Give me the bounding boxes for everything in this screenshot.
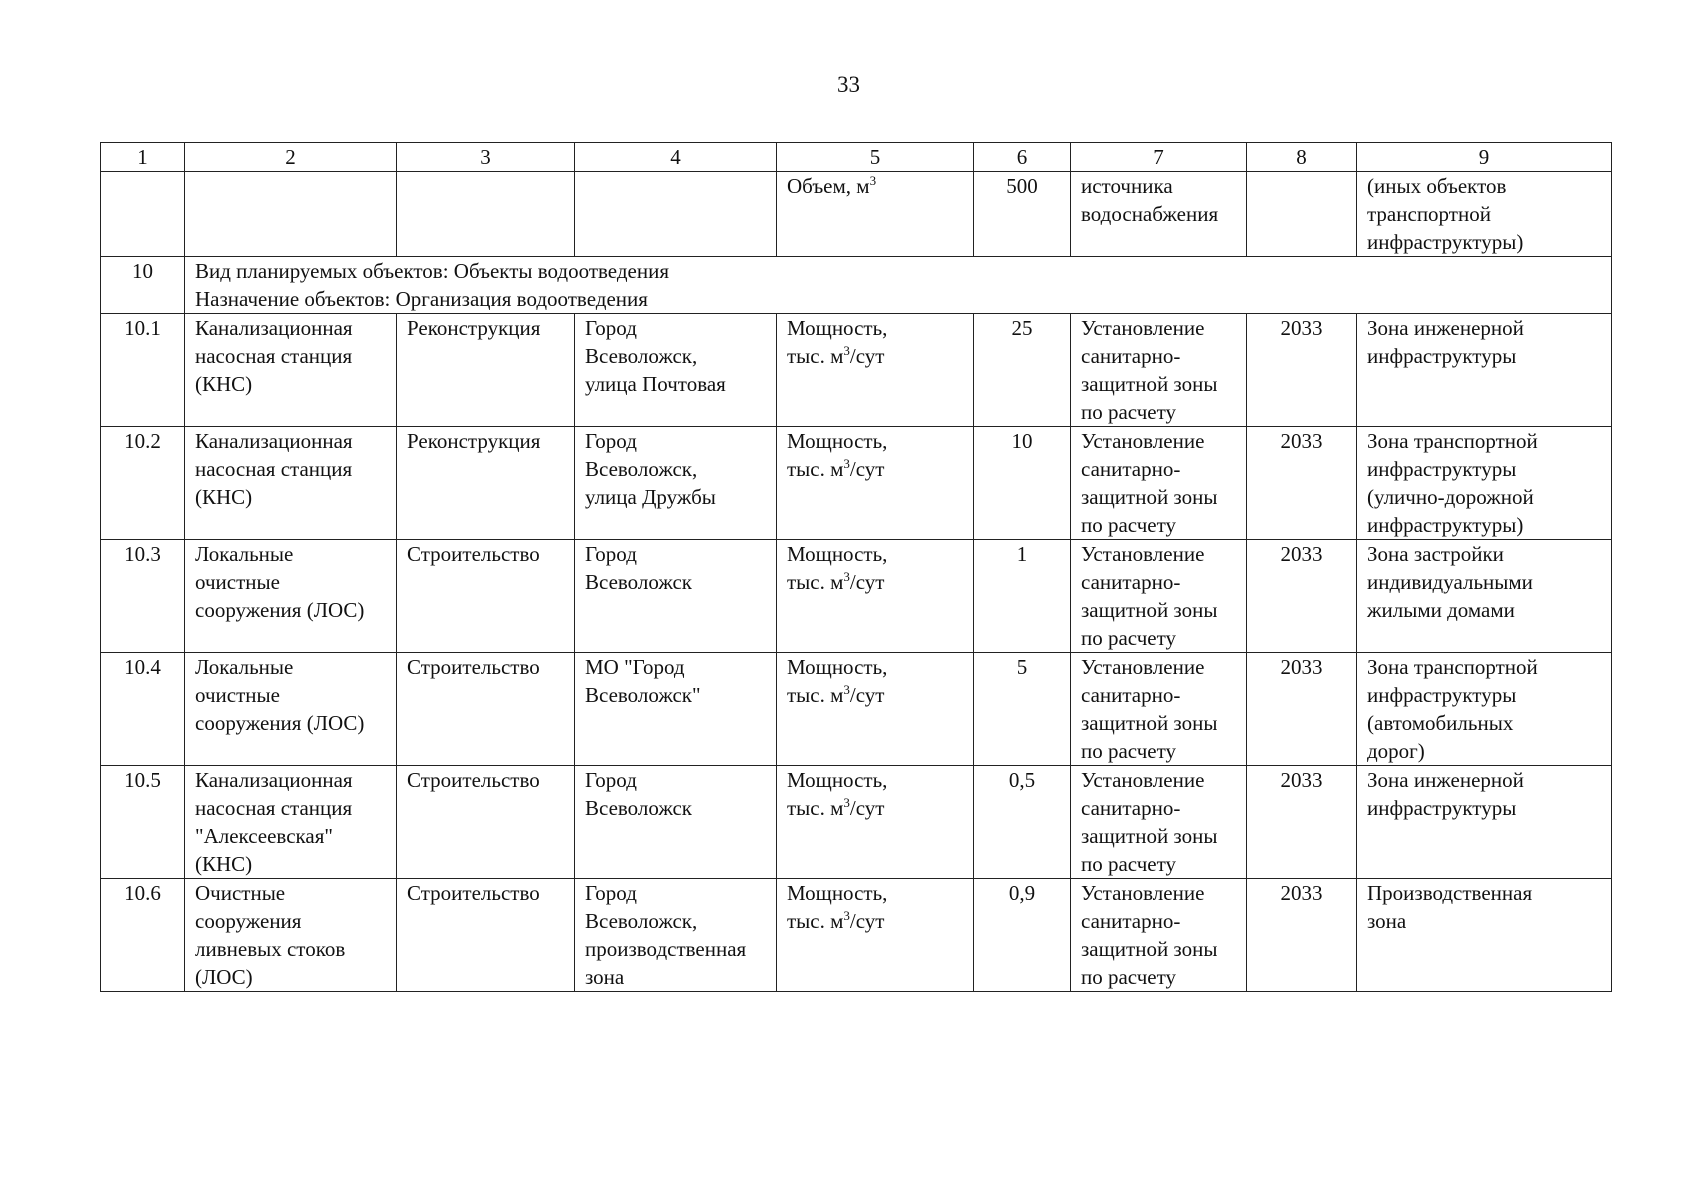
header-cell-8: 8 [1247, 143, 1357, 172]
section-title-cell [185, 257, 1612, 314]
object-name-cell [185, 314, 397, 427]
zone-line: по расчету [1081, 626, 1176, 650]
zone-line: санитарно- [1081, 683, 1181, 707]
purpose-line: инфраструктуры [1367, 457, 1517, 481]
purpose-cell [1357, 540, 1612, 653]
parameter-cell [777, 540, 974, 653]
cont-purpose-line: (иных объектов [1367, 174, 1507, 198]
purpose-cell [1357, 766, 1612, 879]
table-row [101, 314, 1612, 427]
unit-suffix: /сут [849, 796, 885, 820]
object-name-line: "Алексеевская" [195, 824, 333, 848]
parameter-cell [777, 653, 974, 766]
parameter-name: Мощность, [787, 655, 888, 679]
section-row [101, 257, 1612, 314]
zone-line: санитарно- [1081, 344, 1181, 368]
year-cell: 2033 [1247, 879, 1357, 992]
header-cell-5: 5 [777, 143, 974, 172]
parameter-unit [787, 681, 963, 709]
value-cell: 5 [974, 653, 1071, 766]
purpose-line: инфраструктуры [1367, 683, 1517, 707]
location-cell [575, 427, 777, 540]
unit-suffix: /сут [849, 344, 885, 368]
purpose-line: инфраструктуры [1367, 796, 1517, 820]
continuation-row [101, 172, 1612, 257]
row-number: 10.4 [101, 653, 185, 766]
year-cell: 2033 [1247, 653, 1357, 766]
table-row [101, 879, 1612, 992]
zone-cell [1071, 766, 1247, 879]
cont-zone-cell [1071, 172, 1247, 257]
purpose-line: (автомобильных [1367, 711, 1514, 735]
object-name-cell [185, 427, 397, 540]
location-line: производственная [585, 937, 747, 961]
unit-superscript: 3 [843, 456, 850, 471]
work-type-cell: Реконструкция [397, 314, 575, 427]
cont-cell-1 [101, 172, 185, 257]
table-row [101, 653, 1612, 766]
object-name-line: Канализационная [195, 768, 353, 792]
unit-suffix: /сут [849, 457, 885, 481]
zone-line: Установление [1081, 542, 1205, 566]
object-name-cell [185, 540, 397, 653]
object-name-line: ливневых стоков [195, 937, 346, 961]
parameter-name: Мощность, [787, 542, 888, 566]
object-name-line: насосная станция [195, 796, 353, 820]
zone-line: защитной зоны [1081, 937, 1218, 961]
row-number: 10.3 [101, 540, 185, 653]
parameter-unit [787, 568, 963, 596]
header-cell-9: 9 [1357, 143, 1612, 172]
year-cell: 2033 [1247, 314, 1357, 427]
cont-zone-line: источника [1081, 174, 1173, 198]
location-line: зона [585, 965, 625, 989]
location-cell [575, 540, 777, 653]
location-line: улица Дружбы [585, 485, 716, 509]
parameter-cell [777, 314, 974, 427]
cont-param-cell [777, 172, 974, 257]
year-cell: 2033 [1247, 540, 1357, 653]
purpose-cell [1357, 314, 1612, 427]
location-line: Город [585, 768, 637, 792]
location-line: Всеволожск" [585, 683, 701, 707]
year-cell: 2033 [1247, 766, 1357, 879]
purpose-line: Зона застройки [1367, 542, 1504, 566]
work-type-cell: Реконструкция [397, 427, 575, 540]
unit-superscript: 3 [843, 682, 850, 697]
unit-prefix: тыс. м [787, 344, 844, 368]
zone-line: защитной зоны [1081, 598, 1218, 622]
purpose-line: инфраструктуры) [1367, 513, 1524, 537]
work-type-cell: Строительство [397, 766, 575, 879]
unit-prefix: тыс. м [787, 457, 844, 481]
zone-line: защитной зоны [1081, 824, 1218, 848]
zone-line: Установление [1081, 316, 1205, 340]
cont-purpose-cell [1357, 172, 1612, 257]
parameter-name: Мощность, [787, 768, 888, 792]
zone-line: защитной зоны [1081, 485, 1218, 509]
parameter-cell [777, 879, 974, 992]
parameter-unit [787, 342, 963, 370]
object-name-line: (КНС) [195, 485, 253, 509]
purpose-line: индивидуальными [1367, 570, 1533, 594]
object-name-cell [185, 766, 397, 879]
zone-line: Установление [1081, 768, 1205, 792]
value-cell: 1 [974, 540, 1071, 653]
parameter-cell [777, 766, 974, 879]
header-row [101, 143, 1612, 172]
header-cell-2: 2 [185, 143, 397, 172]
zone-line: санитарно- [1081, 457, 1181, 481]
cont-zone-line: водоснабжения [1081, 202, 1219, 226]
unit-superscript: 3 [843, 908, 850, 923]
header-cell-4: 4 [575, 143, 777, 172]
parameter-name: Мощность, [787, 881, 888, 905]
purpose-line: Зона транспортной [1367, 429, 1538, 453]
value-cell: 0,5 [974, 766, 1071, 879]
zone-cell [1071, 653, 1247, 766]
object-name-line: Канализационная [195, 316, 353, 340]
zone-line: Установление [1081, 881, 1205, 905]
object-name-line: Локальные [195, 655, 294, 679]
cont-param-sup: 3 [869, 173, 877, 188]
purpose-line: Производственная [1367, 881, 1533, 905]
zone-line: по расчету [1081, 965, 1176, 989]
section-number: 10 [101, 257, 185, 314]
location-line: Город [585, 881, 637, 905]
purpose-line: Зона инженерной [1367, 768, 1524, 792]
unit-suffix: /сут [849, 570, 885, 594]
parameter-name: Мощность, [787, 429, 888, 453]
header-cell-6: 6 [974, 143, 1071, 172]
purpose-line: инфраструктуры [1367, 344, 1517, 368]
header-cell-7: 7 [1071, 143, 1247, 172]
location-cell [575, 653, 777, 766]
zone-line: по расчету [1081, 739, 1176, 763]
object-name-line: Очистные [195, 881, 286, 905]
work-type-cell: Строительство [397, 540, 575, 653]
object-name-cell [185, 879, 397, 992]
header-cell-1: 1 [101, 143, 185, 172]
object-name-line: (КНС) [195, 372, 253, 396]
location-cell [575, 314, 777, 427]
unit-superscript: 3 [843, 569, 850, 584]
value-cell: 0,9 [974, 879, 1071, 992]
table-row [101, 540, 1612, 653]
location-line: улица Почтовая [585, 372, 726, 396]
location-cell [575, 766, 777, 879]
purpose-line: жилыми домами [1367, 598, 1515, 622]
zone-line: по расчету [1081, 400, 1176, 424]
object-name-line: (КНС) [195, 852, 253, 876]
parameter-unit [787, 907, 963, 935]
location-line: Всеволожск [585, 570, 693, 594]
unit-prefix: тыс. м [787, 909, 844, 933]
zone-line: защитной зоны [1081, 711, 1218, 735]
location-line: Город [585, 429, 637, 453]
purpose-cell [1357, 653, 1612, 766]
cont-purpose-line: транспортной [1367, 202, 1491, 226]
purpose-line: Зона транспортной [1367, 655, 1538, 679]
object-name-line: очистные [195, 570, 280, 594]
object-name-line: (ЛОС) [195, 965, 253, 989]
purpose-cell [1357, 879, 1612, 992]
work-type-cell: Строительство [397, 653, 575, 766]
parameter-cell [777, 427, 974, 540]
unit-superscript: 3 [843, 343, 850, 358]
cont-cell-4 [575, 172, 777, 257]
unit-superscript: 3 [843, 795, 850, 810]
zone-line: Установление [1081, 655, 1205, 679]
purpose-line: дорог) [1367, 739, 1425, 763]
zone-line: Установление [1081, 429, 1205, 453]
table-row [101, 766, 1612, 879]
parameter-unit [787, 794, 963, 822]
object-name-line: очистные [195, 683, 280, 707]
purpose-cell [1357, 427, 1612, 540]
cont-param-text: Объем, м [787, 174, 870, 198]
section-kind-line: Вид планируемых объектов: Объекты водоотведения [195, 259, 669, 283]
zone-cell [1071, 879, 1247, 992]
unit-prefix: тыс. м [787, 570, 844, 594]
location-cell [575, 879, 777, 992]
object-name-line: сооружения [195, 909, 302, 933]
object-name-line: насосная станция [195, 457, 353, 481]
cont-cell-8 [1247, 172, 1357, 257]
unit-suffix: /сут [849, 909, 885, 933]
object-name-cell [185, 653, 397, 766]
object-name-line: сооружения (ЛОС) [195, 598, 365, 622]
zone-line: санитарно- [1081, 909, 1181, 933]
section-purpose-line: Назначение объектов: Организация водоотведения [195, 287, 648, 311]
purpose-line: Зона инженерной [1367, 316, 1524, 340]
cont-value-cell: 500 [974, 172, 1071, 257]
cont-cell-3 [397, 172, 575, 257]
location-line: Всеволожск, [585, 457, 698, 481]
parameter-unit [787, 455, 963, 483]
zone-line: санитарно- [1081, 796, 1181, 820]
value-cell: 25 [974, 314, 1071, 427]
cont-cell-2 [185, 172, 397, 257]
location-line: Город [585, 316, 637, 340]
location-line: Всеволожск, [585, 344, 698, 368]
value-cell: 10 [974, 427, 1071, 540]
header-cell-3: 3 [397, 143, 575, 172]
year-cell: 2033 [1247, 427, 1357, 540]
zone-line: санитарно- [1081, 570, 1181, 594]
object-name-line: сооружения (ЛОС) [195, 711, 365, 735]
purpose-line: зона [1367, 909, 1407, 933]
object-name-line: Канализационная [195, 429, 353, 453]
zone-line: по расчету [1081, 852, 1176, 876]
zone-cell [1071, 540, 1247, 653]
row-number: 10.5 [101, 766, 185, 879]
parameter-name: Мощность, [787, 316, 888, 340]
zone-cell [1071, 427, 1247, 540]
row-number: 10.1 [101, 314, 185, 427]
location-line: Город [585, 542, 637, 566]
zone-cell [1071, 314, 1247, 427]
table-row [101, 427, 1612, 540]
page-number: 33 [837, 72, 860, 97]
row-number: 10.2 [101, 427, 185, 540]
unit-suffix: /сут [849, 683, 885, 707]
unit-prefix: тыс. м [787, 796, 844, 820]
zone-line: по расчету [1081, 513, 1176, 537]
object-name-line: Локальные [195, 542, 294, 566]
location-line: Всеволожск [585, 796, 693, 820]
row-number: 10.6 [101, 879, 185, 992]
purpose-line: (улично-дорожной [1367, 485, 1534, 509]
work-type-cell: Строительство [397, 879, 575, 992]
location-line: Всеволожск, [585, 909, 698, 933]
unit-prefix: тыс. м [787, 683, 844, 707]
object-name-line: насосная станция [195, 344, 353, 368]
location-line: МО "Город [585, 655, 685, 679]
planned-objects-table [100, 142, 1612, 992]
cont-purpose-line: инфраструктуры) [1367, 230, 1524, 254]
zone-line: защитной зоны [1081, 372, 1218, 396]
